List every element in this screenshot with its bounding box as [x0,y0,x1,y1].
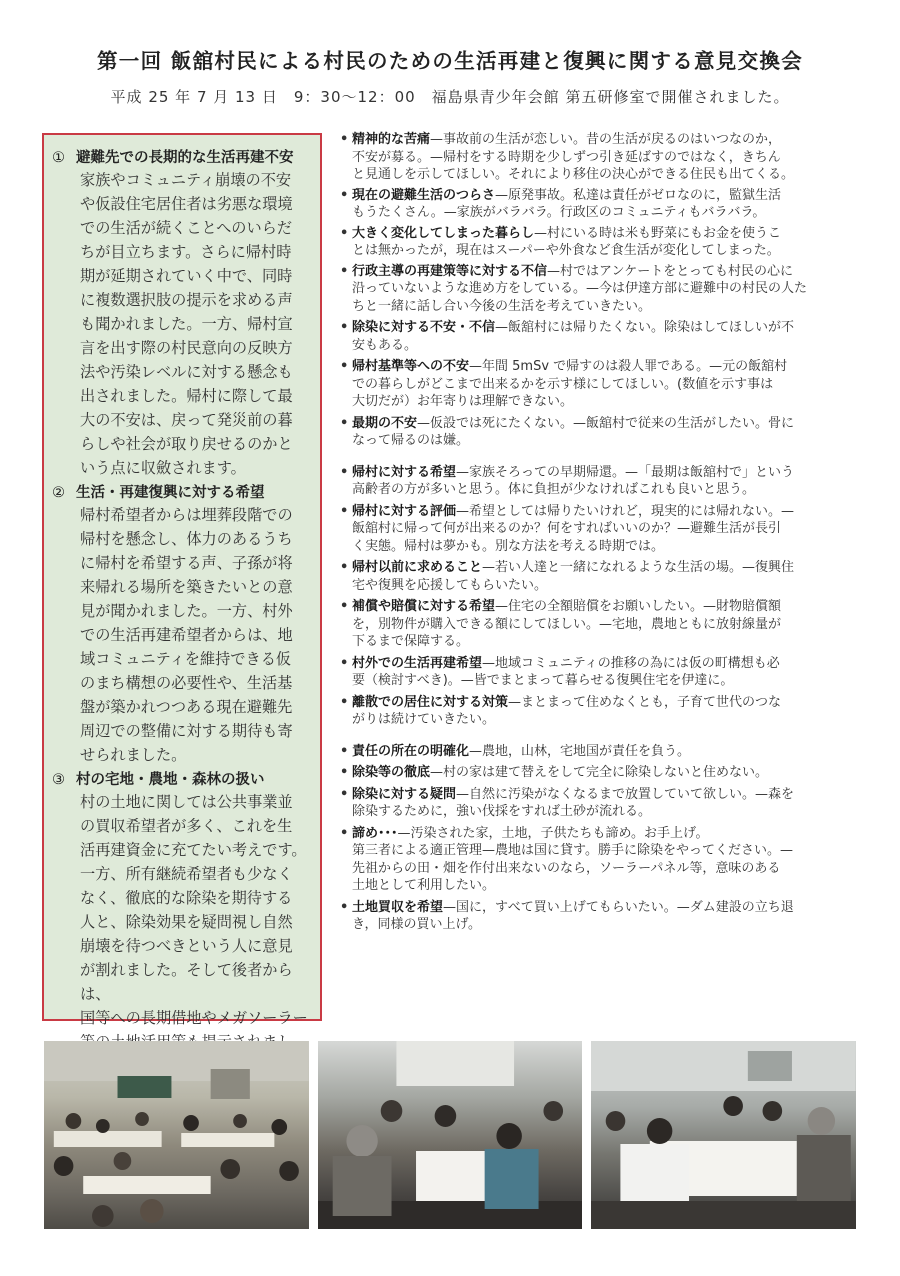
opinion-text [352,764,862,782]
opinion-line-text: —原発事故。私達は責任がゼロなのに，監獄生活 [495,187,782,203]
section-line: 見が聞かれました。一方、村外 [80,602,293,620]
section-line: ちが目立ちます。さらに帰村時 [80,243,292,261]
bullet-icon: • [340,743,349,759]
bullet-icon: • [340,415,349,431]
opinion-title: 補償や賠償に対する希望 [352,599,496,614]
opinion-text [352,655,862,690]
opinion-text [352,786,862,821]
opinion-line [352,825,862,843]
opinion-line-text: —農地，山林，宅地国が責任を負う。 [469,743,691,759]
opinion-line-text: がりは続けていきたい。 [352,712,496,727]
opinion-line [352,337,862,355]
opinion-line [352,743,862,761]
opinion-text [352,131,862,184]
section-line: 出されました。帰村に際して最 [80,387,293,405]
opinion-line-text: —仮設では死にたくない。—飯舘村で従来の生活がしたい。骨に [417,415,795,431]
opinion-title: 大きく変化してしまった暮らし [352,225,535,241]
section-line: や仮設住宅居住者は劣悪な環境 [80,195,293,213]
opinion-item [340,694,862,729]
opinion-line-text: なって帰るのは嫌。 [352,433,470,448]
opinion-title: 村外での生活再建希望 [352,655,483,671]
section-line: らしや社会が取り戻せるのかと [80,435,293,453]
section-line: 法や汚染レベルに対する懸念も [80,363,293,381]
section-line: に複数選択肢の提示を求める声 [80,291,293,309]
section-line: での生活再建希望者からは、地 [80,626,293,644]
opinion-line-text: —村の家は建て替えをして完全に除染しないと住めない。 [430,765,769,780]
opinion-line [352,432,862,450]
opinion-line [352,242,862,260]
opinion-text [352,899,862,934]
opinion-line [352,503,862,521]
section-body [52,503,314,767]
bullet-icon: • [340,694,349,710]
opinion-line-text: 安もある。 [352,337,418,353]
opinion-item [340,358,862,411]
opinion-line-text: 高齢者の方が多いと思う。体に負担が少なければこれも良いと思う。 [352,482,756,497]
opinion-line [352,166,862,184]
opinion-item [340,559,862,594]
opinion-title: 除染に対する不安・不信 [352,320,496,335]
opinion-line [352,916,862,934]
opinion-line [352,899,862,917]
section-line: 来帰れる場所を築きたいとの意 [80,578,293,596]
opinion-line [352,376,862,394]
opinion-item [340,655,862,690]
opinion-line-text: —地域コミュニティの推移の為には仮の町構想も必 [482,655,780,671]
opinion-line [352,633,862,651]
opinion-line-text: とは無かったが，現在はスーパーや外食など食生活が変化してしまった。 [352,243,780,258]
opinion-list [340,131,862,934]
opinion-line [352,204,862,222]
opinion-item [340,319,862,354]
opinion-title: 離散での居住に対する対策 [352,694,509,710]
opinion-line [352,393,862,411]
section-line: せられました。 [80,746,187,764]
section-line: 国等への長期借地やメガソーラー [80,1009,308,1027]
opinion-line [352,263,862,281]
opinion-item [340,786,862,821]
section-line: 村の土地に関しては公共事業並 [80,793,293,811]
section-line: 活再建資金に充てたい考えです。 [80,841,307,859]
page-title: 第一回 飯舘村民による村民のための生活再建と復興に関する意見交換会 [96,49,804,73]
opinion-item [340,415,862,450]
opinion-line [352,842,862,860]
opinion-line-text: での暮らしがどこまで出来るかを示す様にしてほしい。(数値を示す事は [352,376,774,392]
opinion-title: 帰村基準等への不安 [352,359,470,374]
opinion-title: 帰村に対する評価 [352,503,457,519]
opinion-text [352,358,862,411]
group-discussion-photo [318,1041,583,1229]
section-line: 盤が築かれつつある現在避難先 [80,698,293,716]
opinion-line-text: —村ではアンケートをとっても村民の心に [547,263,793,279]
opinion-line-text: —まとまって住めなくとも，子育て世代のつな [508,694,782,710]
section-number: ① [52,150,65,166]
opinion-item [340,825,862,895]
opinion-line-text: と見通しを示してほしい。それにより移住の決心ができる住民も出てくる。 [352,167,795,182]
section-line: 周辺での整備に対する期待も寄 [80,722,293,740]
opinion-line-text: —事故前の生活が恋しい。昔の生活が戻るのはいつなのか， [430,132,782,147]
meeting-hall-photo [44,1041,309,1229]
opinion-line-text: を，別物件が購入できる額にしてほしい。—宅地，農地ともに放射線量が [352,616,782,632]
section-line: 崩壊を待つべきという人に意見 [80,937,293,955]
opinion-text [352,263,862,316]
opinion-line [352,225,862,243]
opinion-line-text: 大切だが）お年寄りは理解できない。 [352,394,574,409]
opinion-line [352,520,862,538]
bullet-icon: • [340,187,349,203]
opinion-text [352,415,862,450]
opinion-title: 精神的な苦痛 [352,132,431,147]
opinion-line [352,319,862,337]
opinion-line-text: 下るまで保障する。 [352,634,470,649]
opinion-line [352,877,862,895]
opinion-item [340,503,862,556]
opinion-line [352,860,862,878]
opinion-item [340,464,862,499]
opinion-item [340,263,862,316]
opinion-line-text: 除染するために，強い伐採をすれば土砂が流れる。 [352,804,652,819]
opinion-line-text: 宅や復興を応援してもらいたい。 [352,577,548,593]
section-line: 域コミュニティを維持できる仮 [80,650,292,668]
opinion-line-text: 沿っていないような進め方をしている。—今は伊達方部に避難中の村民の人た [352,281,808,296]
opinion-line-text: —希望としては帰りたいけれど，現実的には帰れない。— [456,503,795,519]
opinion-item [340,743,862,761]
section-line: 帰村希望者からは埋葬段階での [80,506,293,524]
bullet-icon: • [340,225,349,241]
opinion-line-text: —自然に汚染がなくなるまで放置していて欲しい。—森を [456,786,795,802]
section-number: ② [52,485,65,501]
opinion-title: 除染等の徹底 [352,765,431,780]
opinion-line-text: ちと一緒に話し合い今後の生活を考えていきたい。 [352,298,652,314]
opinion-line [352,803,862,821]
opinion-title: 責任の所在の明確化 [352,743,470,759]
opinion-line-text: 先祖からの田・畑を作付出来ないのなら，ソーラーパネル等，意味のある [352,860,781,876]
opinion-line-text: 第三者による適正管理—農地は国に貸す。勝手に除染をやってください。— [352,843,793,858]
table-discussion-photo-image [591,1041,856,1229]
opinion-line [352,616,862,634]
opinion-line-text: —若い人達と一緒になれるような生活の場。—復興住 [482,560,795,575]
section-title: 村の宅地・農地・森林の扱い [76,772,265,788]
opinion-line [352,358,862,376]
opinion-text [352,743,862,761]
bullet-icon: • [340,765,349,780]
opinion-line [352,464,862,482]
opinion-title: 行政主導の再建策等に対する不信 [352,263,548,279]
section-line: の買収希望者が多く、これを生 [80,817,293,835]
opinion-line-text: く実態。帰村は夢かも。別な方法を考える時期では。 [352,538,665,554]
bullet-icon: • [340,263,349,279]
opinion-text [352,464,862,499]
opinion-title: 現在の避難生活のつらさ [352,187,496,203]
table-discussion-photo [591,1041,856,1229]
section-line: いう点に収斂されます。 [80,459,246,477]
event-date-location: 平成 25 年 7 月 13 日 9：30〜12：00 福島県青少年会館 第五研修室で開催されました。 [110,88,790,106]
opinion-line-text: 飯舘村に帰って何が出来るのか？何をすればいいのか？—避難生活が長引 [352,521,782,536]
section-heading [52,483,314,503]
opinion-line [352,481,862,499]
section-body [52,168,314,480]
opinion-item [340,764,862,782]
section-line: も聞かれました。一方、帰村宣 [80,315,293,333]
opinion-line-text: —家族そろっての早期帰還。—「最期は飯舘村で」という [456,464,795,480]
opinion-line-text: もうたくさん。—家族がバラバラ。行政区のコミュニティもバラバラ。 [352,205,766,220]
section-title: 避難先での長期的な生活再建不安 [76,150,294,166]
summary-box [42,133,322,1027]
bullet-icon: • [340,503,349,519]
opinion-item [340,598,862,651]
opinion-title: 土地買収を希望 [352,899,444,915]
opinion-line [352,559,862,577]
opinion-title: 帰村に対する希望 [352,464,457,480]
bullet-icon: • [340,599,349,614]
opinion-line [352,711,862,729]
opinion-line [352,149,862,167]
section-heading [52,770,314,790]
section-number: ③ [52,772,65,788]
section-line: 人と、除染効果を疑問視し自然 [80,913,293,931]
opinion-text [352,319,862,354]
opinion-title: 最期の不安 [352,415,418,431]
opinion-item [340,225,862,260]
opinion-line [352,598,862,616]
opinion-line [352,280,862,298]
bullet-icon: • [340,320,349,335]
opinion-text [352,559,862,594]
opinion-item [340,187,862,222]
opinion-line-text: 要（検討すべき)。—皆でまとまって暮らせる復興住宅を伊達に。 [352,673,734,688]
opinion-line [352,764,862,782]
bullet-icon: • [340,899,349,915]
bullet-icon: • [340,132,349,147]
section-line: 帰村を懸念し、体力のあるうち [80,530,293,548]
opinion-text [352,225,862,260]
section-line: に帰村を希望する声、子孫が将 [80,554,293,572]
opinion-line [352,298,862,316]
opinion-line-text: —住宅の全額賠償をお願いしたい。—財物賠償額 [495,599,782,614]
opinion-line [352,415,862,433]
bullet-icon: • [340,825,349,841]
section-heading [52,148,314,168]
bullet-icon: • [340,786,349,802]
section-line: なく、徹底的な除染を期待する [80,889,293,907]
opinion-title: 諦め･･･ [352,825,398,841]
section-line: 一方、所有継続希望者も少なく [80,865,293,883]
opinion-line-text: —飯舘村には帰りたくない。除染はしてほしいが不 [495,320,795,335]
opinion-line [352,131,862,149]
section-line: 言を出す際の村民意向の反映方 [80,339,293,357]
opinion-line-text: 不安が募る。—帰村をする時期を少しずつ引き延ばすのではなく，きちん [352,149,781,165]
opinion-text [352,598,862,651]
bullet-icon: • [340,655,349,671]
opinion-line-text: き，同様の買い上げ。 [352,917,481,932]
opinion-line [352,538,862,556]
opinion-line [352,655,862,673]
opinion-line [352,786,862,804]
bullet-icon: • [340,464,349,480]
section-line: 家族やコミュニティ崩壊の不安 [80,171,292,189]
opinion-line-text: —村にいる時は米も野菜にもお金を使うこ [534,225,782,241]
opinion-line [352,694,862,712]
opinion-text [352,503,862,556]
bullet-icon: • [340,560,349,575]
bullet-icon: • [340,359,349,374]
opinion-line-text: —汚染された家，土地，子供たちも諦め。お手上げ。 [397,825,709,841]
section-line: が割れました。そして後者からは、 [80,961,293,1003]
group-discussion-photo-image [318,1041,583,1229]
opinion-title: 帰村以前に求めること [352,560,483,575]
opinion-line-text: —国に，すべて買い上げてもらいたい。—ダム建設の立ち退 [443,899,794,915]
section-line: 期が延期されていく中で、同時 [80,267,293,285]
section-body [52,790,314,1078]
opinion-line [352,187,862,205]
opinion-text [352,825,862,895]
opinion-line [352,672,862,690]
meeting-hall-photo-image [44,1041,309,1229]
section-line: 大の不安は、戻って発災前の暮 [80,411,293,429]
opinion-title: 除染に対する疑問 [352,786,457,802]
opinion-line [352,577,862,595]
opinion-line-text: —年間 5mSv で帰すのは殺人罪である。—元の飯舘村 [469,359,788,374]
photo-strip [44,1041,856,1229]
opinion-item [340,131,862,184]
section-line: のまち構想の必要性や、生活基 [80,674,293,692]
opinion-text [352,694,862,729]
opinion-text [352,187,862,222]
opinion-line-text: 土地として利用したい。 [352,878,496,893]
section-line: での生活が続くことへのいらだ [80,219,293,237]
opinion-item [340,899,862,934]
section-title: 生活・再建復興に対する希望 [76,485,265,501]
